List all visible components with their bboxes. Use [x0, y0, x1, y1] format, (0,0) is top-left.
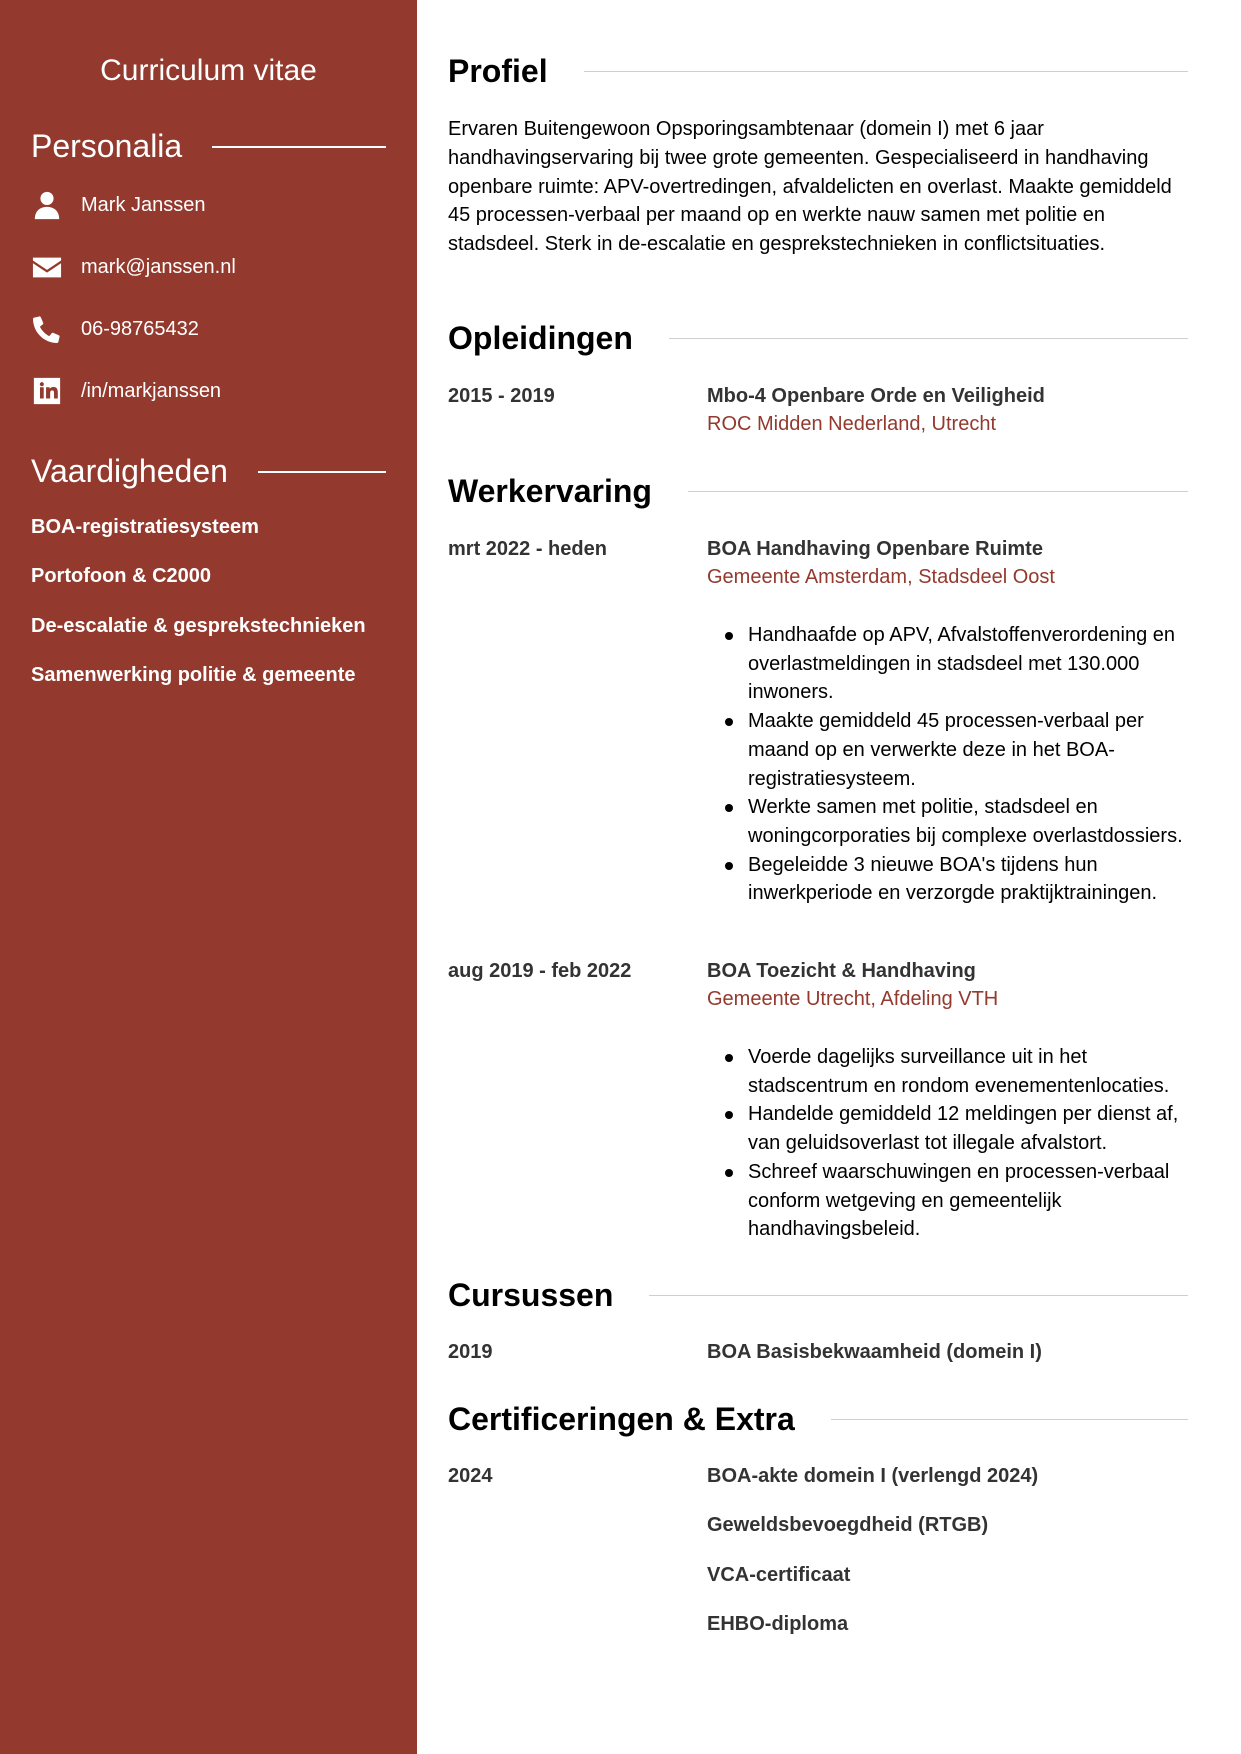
- section-heading-profile: [448, 53, 1188, 90]
- section-heading-text: Certificeringen & Extra: [448, 1401, 795, 1437]
- course-title: BOA Basisbekwaamheid (domein I): [707, 1341, 1042, 1363]
- section-heading-courses: [448, 1277, 1188, 1314]
- user-icon: [31, 189, 63, 221]
- list-item: Maakte gemiddeld 45 processen-verbaal per maand op en verwerkte deze in het BOA-registratiesysteem.: [748, 707, 1193, 793]
- contact-name-text: Mark Janssen: [81, 193, 206, 216]
- skill-item: De-escalatie & gesprekstechnieken: [31, 615, 366, 637]
- phone-icon: [31, 313, 63, 345]
- experience-bullets: [748, 1043, 1193, 1244]
- skill-item: Portofoon & C2000: [31, 565, 212, 587]
- list-item: Handhaafde op APV, Afvalstoffenverordening en overlastmeldingen in stadsdeel met 130.000 inwoners.: [748, 621, 1193, 707]
- section-heading-experience: [448, 473, 1188, 510]
- experience-title: BOA Toezicht & Handhaving: [707, 960, 976, 982]
- linkedin-icon: [31, 375, 63, 407]
- contact-phone-text[interactable]: 06-98765432: [81, 317, 199, 340]
- list-item: Handelde gemiddeld 12 meldingen per dienst af, van geluidsoverlast tot illegale afvalstort.: [748, 1100, 1193, 1157]
- skill-item: Samenwerking politie & gemeente: [31, 664, 356, 686]
- list-item: Voerde dagelijks surveillance uit in het stadscentrum en rondom evenementenlocaties.: [748, 1043, 1193, 1100]
- contact-email-text[interactable]: mark@janssen.nl: [81, 255, 236, 278]
- section-heading-certifications: [448, 1401, 1188, 1438]
- skills-heading-text: Vaardigheden: [31, 453, 228, 489]
- contact-name: [31, 189, 206, 221]
- experience-date: aug 2019 - feb 2022: [448, 960, 632, 982]
- divider: [831, 1419, 1188, 1420]
- certification-item: Geweldsbevoegdheid (RTGB): [707, 1514, 989, 1536]
- education-date: 2015 - 2019: [448, 385, 555, 407]
- divider: [258, 471, 386, 473]
- divider: [669, 338, 1188, 339]
- certification-item: VCA-certificaat: [707, 1564, 851, 1586]
- personalia-heading-text: Personalia: [31, 128, 183, 164]
- experience-date: mrt 2022 - heden: [448, 538, 607, 560]
- section-heading-text: Profiel: [448, 53, 548, 89]
- section-heading-education: [448, 320, 1188, 357]
- sidebar: [0, 0, 417, 1754]
- section-heading-text: Werkervaring: [448, 473, 652, 509]
- section-heading-text: Opleidingen: [448, 320, 633, 356]
- skill-item: BOA-registratiesysteem: [31, 516, 259, 538]
- cv-title: Curriculum vitae: [100, 54, 317, 87]
- contact-linkedin-text[interactable]: /in/markjanssen: [81, 379, 222, 402]
- contact-email[interactable]: [31, 251, 236, 283]
- education-institution: ROC Midden Nederland, Utrecht: [707, 413, 997, 435]
- divider: [649, 1295, 1188, 1296]
- course-date: 2019: [448, 1341, 493, 1363]
- education-title: Mbo-4 Openbare Orde en Veiligheid: [707, 385, 1045, 407]
- experience-title: BOA Handhaving Openbare Ruimte: [707, 538, 1043, 560]
- list-item: Werkte samen met politie, stadsdeel en woningcorporaties bij complexe overlastdossiers.: [748, 793, 1193, 850]
- contact-phone[interactable]: [31, 313, 199, 345]
- certification-item: EHBO-diploma: [707, 1613, 849, 1635]
- experience-bullets: [748, 621, 1193, 908]
- list-item: Schreef waarschuwingen en processen-verbaal conform wetgeving en gemeentelijk handhavingsbeleid.: [748, 1158, 1193, 1244]
- profile-text: Ervaren Buitengewoon Opsporingsambtenaar (domein I) met 6 jaar handhavingservaring bij twee grote gemeenten. Gespecialiseerd in handhaving openbare ruimte: APV-overtredingen, afvaldelicten en overlast. Maakte gemiddeld 45 processen-verbaal per maand op en werkte nauw samen met politie en stadsdeel. Sterk in de-escalatie en gesprekstechnieken in conflictsituaties.: [448, 118, 1172, 256]
- divider: [212, 146, 386, 148]
- experience-employer: Gemeente Amsterdam, Stadsdeel Oost: [707, 566, 1055, 588]
- experience-employer: Gemeente Utrecht, Afdeling VTH: [707, 988, 999, 1010]
- skills-heading: [31, 453, 386, 490]
- divider: [688, 491, 1188, 492]
- certification-date: 2024: [448, 1465, 493, 1487]
- contact-linkedin[interactable]: [31, 375, 221, 407]
- personalia-heading: [31, 128, 386, 165]
- divider: [584, 71, 1188, 72]
- envelope-icon: [31, 251, 63, 283]
- certification-item: BOA-akte domein I (verlengd 2024): [707, 1465, 1039, 1487]
- list-item: Begeleidde 3 nieuwe BOA's tijdens hun inwerkperiode en verzorgde praktijktrainingen.: [748, 851, 1193, 908]
- section-heading-text: Cursussen: [448, 1277, 614, 1313]
